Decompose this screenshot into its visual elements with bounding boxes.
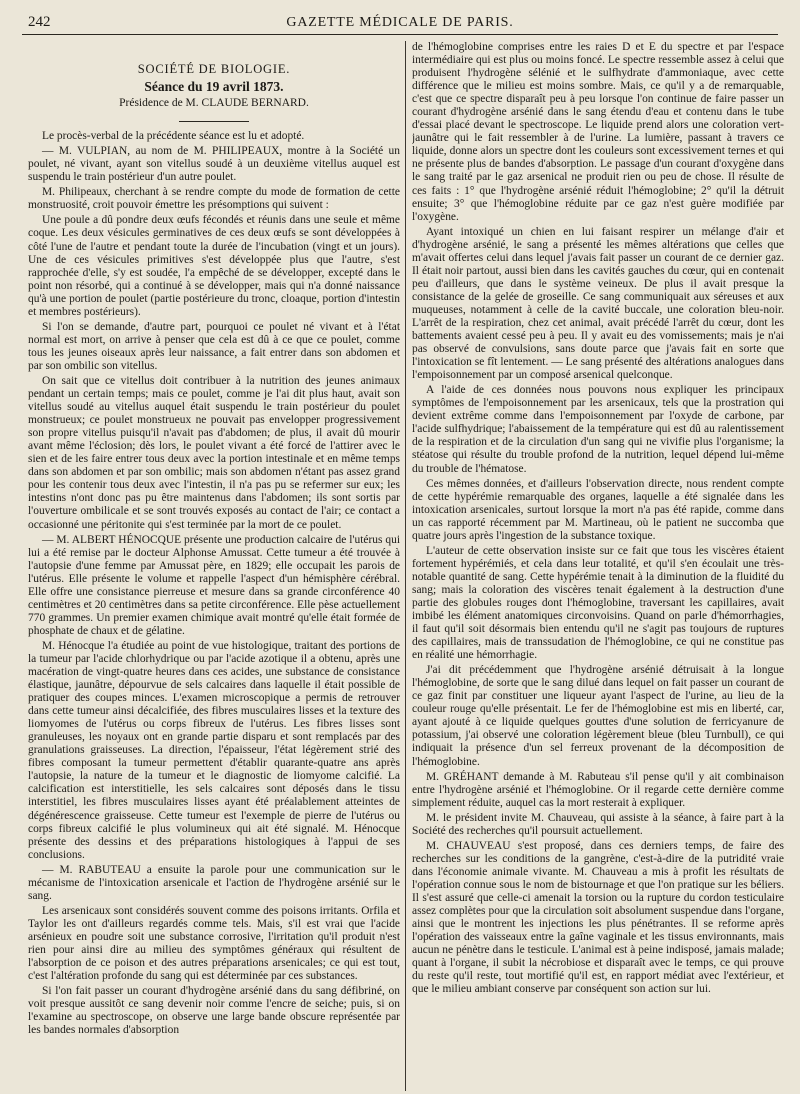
column-divider — [405, 41, 406, 1091]
paragraph: de l'hémoglobine comprises entre les raies D et E du spectre et par l'espace intermédiaire qui est plus ou moins foncé. Le spectre ressemble assez à celui que produisent l'hydrogène sélénié et le sulfhydrate d'ammoniaque, avec cette différence que le milieu est moins sombre. Mais, ce qu'il y a de remarquable, c'est que ce spectre disparaît peu à peu lorsque l'on continue de faire passer un courant d'hydrogène arsénié dans le sang étendu d'eau et contenu dans le tube d'essai placé devant le spectroscope. Le liquide prend alors une coloration vert-jaunâtre qui le fait ressembler à de l'urine. La lumière, passant à travers ce liquide, donne alors un spectre dont les couleurs sont excessivement ternes et qui ne présente plus de bandes d'absorption. Le passage d'un courant d'oxygène dans le sang traité par le gaz arsenical ne produit rien ou peu de chose. Il résulte de ces faits : 1° que l'hydrogène arsénié réduit l'hémoglobine; 2° qu'il la détruit ensuite; 3° que l'hémoglobine réduite par ce gaz n'est guère modifiée par l'oxygène. — [412, 41, 784, 223]
left-column — [28, 41, 400, 1091]
paragraph: Si l'on se demande, d'autre part, pourquoi ce poulet né vivant et à l'état normal est mort, on arrive à penser que cela est dû à ce que ce poulet, comme tous les jeunes oiseaux après leur naissance, a fait entrer dans son abdomen et par son ombilic son vitellus. — [28, 320, 400, 372]
paragraph: Le procès-verbal de la précédente séance est lu et adopté. — [42, 130, 305, 143]
page-number: 242 — [28, 14, 51, 30]
journal-title: GAZETTE MÉDICALE DE PARIS. — [286, 15, 514, 30]
paragraph: M. GRÉHANT demande à M. Rabuteau s'il pense qu'il y ait combinaison entre l'hydrogène arsénié et l'hémoglobine. Or il regarde cette dernière comme simplement réduite, auquel cas la mort resterait à expliquer. — [412, 770, 784, 809]
paragraph: Ces mêmes données, et d'ailleurs l'observation directe, nous rendent compte de cette hypérémie remarquable des organes, laquelle a été signalée dans les intoxication arsenicales, surtout lorsque la mort n'a pas été rapide, comme dans un cas rapporté récemment par M. Martineau, où le patient ne succomba que quatre jours après l'ingestion de la substance toxique. — [412, 477, 784, 542]
session-date: Séance du 19 avril 1873. — [144, 79, 284, 95]
paragraph: On sait que ce vitellus doit contribuer à la nutrition des jeunes animaux pendant un certain temps; mais ce poulet, comme je l'ai dit plus haut, avait son vitellus soudé au vitellus auquel était suspendu le train postérieur du poulet monstrueux; ce poulet monstrueux ne pouvait pas envelopper progressivement son propre vitellus puisqu'il n'avait pas d'abdomen; de plus, il avait dû mourir avant même l'éclosion; dès lors, le poulet vivant a été forcé de l'attirer avec le sien et de les faire entrer tous deux avec la portion intestinale et en même temps dans son abdomen et par son ombilic; mais son abdomen n'étant pas assez grand pour les contenir tous deux avec l'intestin, il n'a pas pu se refermer sur eux; les intestins n'ont donc pas pu être maintenus dans l'abdomen; ils sont sortis par l'ouverture ombilicale et se sont trouvés exposés au contact de l'air; ce contact a occasionné une péritonite qui s'est terminée par la mort de ce poulet. — [28, 374, 400, 531]
section-title: SOCIÉTÉ DE BIOLOGIE. — [137, 62, 291, 76]
paragraph: M. CHAUVEAU s'est proposé, dans ces derniers temps, de faire des recherches sur les conditions de la gangrène, c'est-à-dire de la putridité vraie dans l'économie animale vivante. M. Chauveau a mis à profit les résultats de l'opération connue sous le nom de bistournage et que l'on pratique sur les béliers. Il s'est assuré que celle-ci amenait la torsion ou la rupture du cordon testiculaire assez complètes pour que la circulation soit absolument suspendue dans l'organe, ainsi que le montrent les injections les plus pénétrantes. Il se reforme après l'opération des vaisseaux entre la gaîne vaginale et les tissus environnants, mais aucun ne pénètre dans le testicule. L'animal est à peine indisposé, jamais malade; quant à l'organe, il subit la nécrobiose et disparaît avec le temps, ce qui prouve du reste qu'il reste, tout mortifié qu'il est, en rapport médiat avec l'extérieur, et que le milieu ambiant conserve par conséquent son action sur lui. — [412, 839, 784, 996]
paragraph: Les arsenicaux sont considérés souvent comme des poisons irritants. Orfila et Taylor les ont d'ailleurs regardés comme tels. Mais, s'il est vrai que l'acide arsénieux en poudre soit une substance corrosive, l'irritation qu'il produit n'est rien pour ainsi dire au milieu des symptômes généraux qui résultent de l'absorption de ce poison et des autres préparations arsenicales; ce qui est tout, c'est l'altération profonde du sang qui est déterminée par ces substances. — [28, 904, 400, 983]
article-columns — [22, 41, 784, 1091]
paragraph: — M. RABUTEAU a ensuite la parole pour une communication sur le mécanisme de l'intoxication arsenicale et l'action de l'hydrogène arsénié sur le sang. — [28, 863, 400, 902]
paragraph: J'ai dit précédemment que l'hydrogène arsénié détruisait à la longue l'hémoglobine, de sorte que le sang dilué dans lequel on fait passer un courant de ce gaz finit par constituer une liqueur ayant l'aspect de l'urine, au lieu de la couleur rouge qu'elle présentait. Le fer de l'hémoglobine est mis en liberté, car, ayant ajouté à ce liquide quelques gouttes d'une solution de ferricyanure de potassium, j'ai observé une coloration légèrement bleue (bleu Turnbull), ce qui indiquait la présence d'un sel ferreux provenant de la décomposition de l'hémoglobine. — [412, 664, 784, 768]
page-header — [22, 12, 778, 35]
paragraph: M. le président invite M. Chauveau, qui assiste à la séance, à faire part à la Société des recherches qu'il poursuit actuellement. — [412, 811, 784, 837]
paragraph: M. Philipeaux, cherchant à se rendre compte du mode de formation de cette monstruosité, croit pouvoir émettre les présomptions qui suivent : — [28, 186, 400, 212]
paragraph: — M. VULPIAN, au nom de M. PHILIPEAUX, montre à la Société un poulet, né vivant, ayant son vitellus soudé à un deuxième vitellus auquel est suspendu le train postérieur d'un autre poulet. — [28, 145, 400, 184]
title-rule — [179, 121, 249, 122]
paragraph: A l'aide de ces données nous pouvons nous expliquer les principaux symptômes de l'empoisonnement par les arsenicaux, tels que la prostration qui devient extrême comme dans l'empoisonnement par l'oxyde de carbone, par l'acide sulfhydrique; l'abaissement de la température qui est dû au ralentissement de la respiration et de la circulation d'un sang qui ne vivifie plus l'organisme; la stéatose qui résulte du trouble profond de la nutrition, lequel dépend lui-même du trouble de l'hématose. — [412, 384, 784, 475]
paragraph: Si l'on fait passer un courant d'hydrogène arsénié dans du sang défibriné, on voit presque aussitôt ce sang devenir noir comme l'encre de seiche; puis, si on l'examine au spectroscope, on observe une large bande obscure représentée par les bandes normales d'absorption — [28, 985, 400, 1037]
right-column — [412, 41, 784, 1091]
paragraph: — M. ALBERT HÉNOCQUE présente une production calcaire de l'utérus qui lui a été remise par le docteur Alphonse Amussat. Cette tumeur a été trouvée à l'autopsie d'une femme par Amussat père, en 1829; elle occupait les parois de l'utérus. Elle présente le volume et rappelle l'aspect d'un hémisphère cérébral. Elle offre une consistance pierreuse et mesure dans sa grande circonférence 40 centimètres et 20 centimètres dans sa petite circonférence. Elle pèse actuellement 770 grammes. Un premier examen chimique avait montré qu'elle était formée de phosphate de chaux et de gélatine. — [28, 533, 400, 637]
paragraph: Ayant intoxiqué un chien en lui faisant respirer un mélange d'air et d'hydrogène arsénié, le sang a présenté les mêmes altérations que celles que m'avait offertes celui dans lequel j'avais fait passer un courant de ce dernier gaz. Il était noir partout, aussi bien dans les cavités gauches du cœur, qui en contenait peu d'ailleurs, que dans le système veineux. De plus il avait presque la consistance de la gelée de groseille. Ce sang communiquait aux séreuses et aux muqueuses, notamment à celle de la cavité buccale, une coloration bleu-noir. L'arrêt de la respiration, chez cet animal, avait précédé l'arrêt du cœur, dont les battements avaient cessé peu à peu. Il y avait eu des vomissements; mais je n'ai pas observé de convulsions, sans doute parce que j'avais fait en sorte que l'intoxication se fît lentement. — Le sang présenté des altérations analogues dans l'empoisonnement par un composé arsenical quelconque. — [412, 225, 784, 382]
paragraph: Une poule a dû pondre deux œufs fécondés et réunis dans une seule et même coque. Les deux vésicules germinatives de ces deux œufs se sont développées à côté l'une de l'autre et pendant toute la durée de l'incubation (vingt et un jours). Une de ces vésicules primitives s'est développée plus que l'autre, s'est rapprochée d'elle, s'y est soudée, l'a empêché de se développer, excepté dans le point non résorbé, qui a continué à se développer, mais qui n'a donné naissance qu'à une portion de poulet (partie postérieure du tronc, cloaque, portion d'intestin et membres postérieurs). — [28, 214, 400, 318]
paragraph: M. Hénocque l'a étudiée au point de vue histologique, traitant des portions de la tumeur par l'acide chlorhydrique ou par l'acide azotique il a obtenu, après une macération de vingt-quatre heures dans ces acides, une substance de consistance élastique, jaunâtre, dépourvue de sels calcaires dans laquelle il était possible de pratiquer des coupes minces. L'examen microscopique a permis de retrouver dans cette tumeur ainsi décalcifiée, des fibres musculaires lisses et la texture des liomyomes de l'utérus ou corps fibreux de l'utérus. Les fibres lisses sont granuleuses, les noyaux ont en grande partie disparu et sont remplacés par des granulations graisseuses. La direction, l'épaisseur, l'état légèrement strié des fibres composant la tumeur permettent d'établir quarante-quatre ans après l'autopsie, la nature de la tumeur et le diagnostic de liomyome calcifié. La calcification est interstitielle, les sels calcaires sont déposés dans le tissu interstitiel, les fibres musculaires lisses ayant été préalablement atteintes de dégénérescence graisseuse. Cette tumeur est l'exemple de pierre de l'utérus ou corps fibreux calcifié le plus volumineux qui ait été signalé. M. Hénocque présente des dessins et des préparations histologiques à l'appui de ses conclusions. — [28, 639, 400, 861]
presidency-line: Présidence de M. CLAUDE BERNARD. — [119, 97, 309, 110]
paragraph: L'auteur de cette observation insiste sur ce fait que tous les viscères étaient fortement hypérémiés, et cela dans leur totalité, et qu'il s'en écoulait une très-notable quantité de sang. Cette hypérémie tenait à la diminution de la fluidité du sang; mais la coloration des viscères tenait également à la destruction d'une partie des globules rouges dont l'hémoglobine, traversant les capillaires, avait imbibé les élément anatomiques circonvoisins. Quand on parle d'hémorrhagies, il faut qu'il soit désormais bien entendu qu'il ne s'agit pas toujours de ruptures des capillaires, mais de transsudation de l'hémoglobine, ce qui ne constitue pas en réalité une hémorrhagie. — [412, 544, 784, 662]
